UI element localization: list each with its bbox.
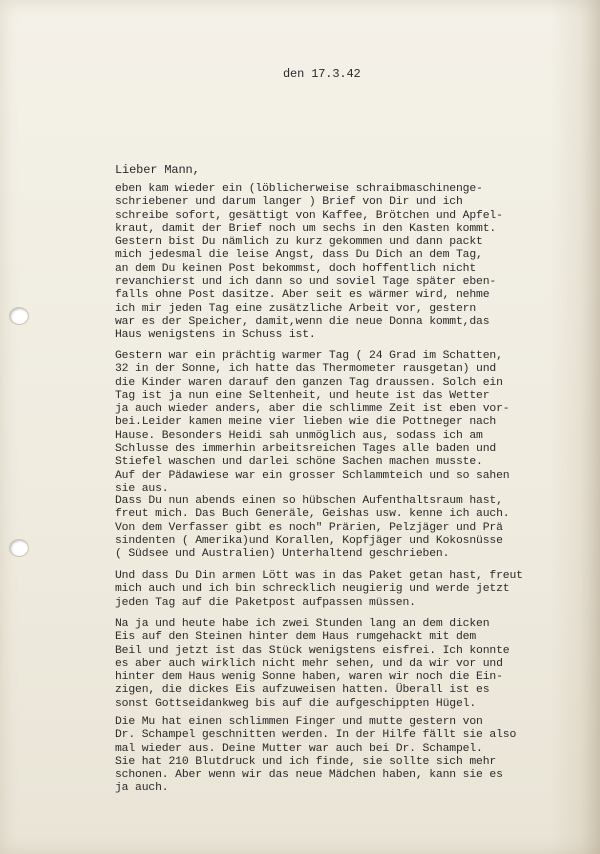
text-line: revanchierst und ich dann so und soviel Tage später eben- [115, 276, 497, 289]
paragraph-1 [115, 183, 585, 343]
text-line: falls ohne Post dasitze. Aber seit es wärmer wird, nehme [115, 289, 490, 302]
text-line: schriebener und darum langer ) Brief von Dir und ich [115, 196, 463, 209]
text-line: Sie hat 210 Blutdruck und ich finde, sie sollte sich mehr [115, 755, 497, 768]
paragraph-2 [115, 350, 585, 496]
text-line: Beil und jetzt ist das Stück wenigstens eisfrei. Ich konnte [115, 644, 510, 657]
text-line: war es der Speicher, damit,wenn die neue Donna kommt,das [115, 315, 490, 328]
text-line: freut mich. Das Buch Generäle, Geishas usw. kenne ich auch. [115, 508, 510, 521]
text-line: mich auch und ich bin schrecklich neugierig und werde jetzt [115, 583, 510, 596]
text-line: Tag ist ja nun eine Seltenheit, und heute ist das Wetter [115, 389, 490, 402]
text-line: Die Mu hat einen schlimmen Finger und mutte gestern von [115, 716, 483, 728]
text-line: schonen. Aber wenn wir das neue Mädchen haben, kann sie es [115, 769, 503, 782]
text-line: Von dem Verfasser gibt es noch" Prärien, Pelzjäger und Prä [115, 521, 503, 534]
text-line: schreibe sofort, gesättigt von Kaffee, Brötchen und Apfel- [115, 209, 503, 222]
text-line: Dass Du nun abends einen so hübschen Aufenthaltsraum hast, [115, 495, 503, 507]
text-line: Dr. Schampel geschnitten werden. In der Hilfe fällt sie also [115, 729, 517, 742]
text-line: sie aus. [115, 482, 169, 495]
text-line: ( Südsee und Australien) Unterhaltend geschrieben. [115, 548, 450, 561]
text-line: Stiefel waschen und darlei schöne Sachen machen musste. [115, 456, 483, 469]
text-line: Hause. Besonders Heidi sah unmöglich aus, sodass ich am [115, 429, 483, 442]
letter-date: den 17.3.42 [283, 67, 361, 81]
text-line: sonst Gottseidankweg bis auf die aufgeschippten Hügel. [115, 697, 477, 710]
text-line: die Kinder waren darauf den ganzen Tag draussen. Solch ein [115, 376, 503, 389]
text-line: mal wieder aus. Deine Mutter war auch bei Dr. Schampel. [115, 742, 483, 755]
text-line: eben kam wieder ein (löblicherweise schraibmaschinenge- [115, 183, 483, 195]
text-line: ja auch. [115, 782, 169, 795]
text-line: bei.Leider kamen meine vier lieben wie die Pottneger nach [115, 416, 497, 429]
text-line: mich jedesmal die leise Angst, dass Du Dich an dem Tag, [115, 249, 483, 262]
text-line: Und dass Du Din armen Lött was in das Paket getan hast, freut [115, 570, 523, 582]
text-line: ich mir jeden Tag eine zusätzliche Arbeit vor, gestern [115, 302, 477, 315]
text-line: hinter dem Haus wenig Sonne haben, waren wir noch die Ein- [115, 671, 503, 684]
punch-hole-top [10, 308, 28, 324]
text-line: an dem Du keinen Post bekommst, doch hoffentlich nicht [115, 262, 477, 275]
text-line: Gestern bist Du nämlich zu kurz gekommen und dann packt [115, 236, 483, 249]
paragraph-5 [115, 618, 585, 711]
text-line: 32 in der Sonne, ich hatte das Thermometer rausgetan) und [115, 363, 497, 376]
paragraph-3 [115, 495, 585, 561]
text-line: jeden Tag auf die Paketpost aufpassen müssen. [115, 596, 416, 609]
text-line: es aber auch wirklich nicht mehr sehen, und da wir vor und [115, 657, 503, 670]
letter-greeting: Lieber Mann, [115, 163, 200, 177]
text-line: Gestern war ein prächtig warmer Tag ( 24 Grad im Schatten, [115, 350, 503, 362]
paragraph-4 [115, 570, 585, 610]
text-line: zigen, die dickes Eis aufzuweisen hatten. Überall ist es [115, 684, 490, 697]
punch-hole-bottom [10, 540, 28, 556]
text-line: Haus wenigstens in Schuss ist. [115, 329, 316, 342]
text-line: Na ja und heute habe ich zwei Stunden lang an dem dicken [115, 618, 490, 630]
text-line: sindenten ( Amerika)und Korallen, Kopfjäger und Kokosnüsse [115, 534, 503, 547]
text-line: Auf der Pädawiese war ein grosser Schlammteich und so sahen [115, 469, 510, 482]
text-line: Schlusse des immerhin arbeitsreichen Tages alle baden und [115, 443, 497, 456]
text-line: Eis auf den Steinen hinter dem Haus rumgehackt mit dem [115, 631, 477, 644]
text-line: ja auch wieder anders, aber die schlimme Zeit ist eben vor- [115, 403, 510, 416]
paragraph-6 [115, 716, 585, 796]
text-line: kraut, damit der Brief noch um sechs in den Kasten kommt. [115, 222, 497, 235]
